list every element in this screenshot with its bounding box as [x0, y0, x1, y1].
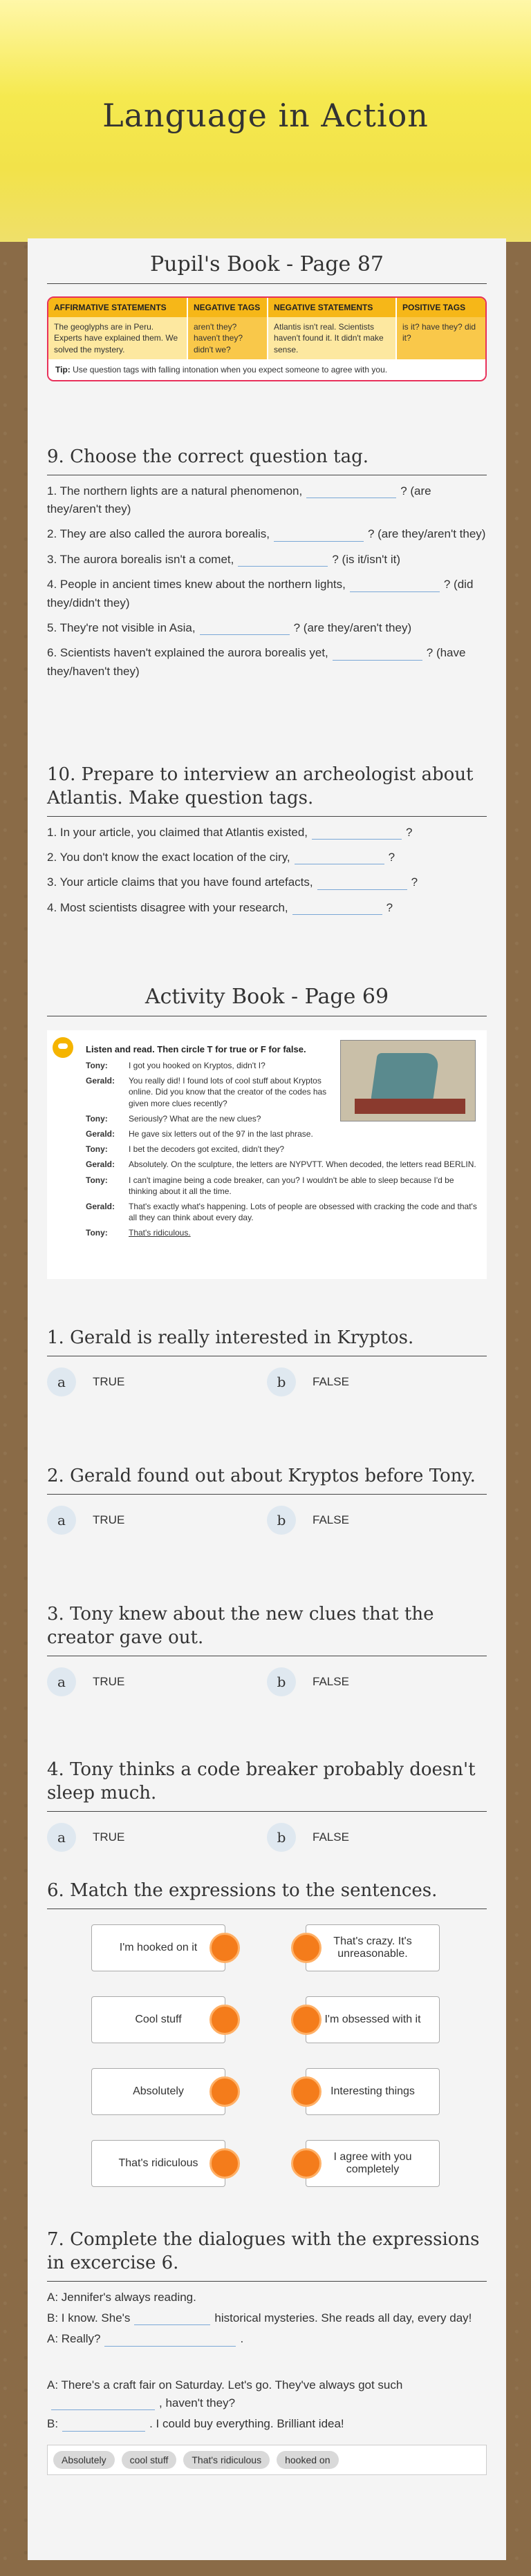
q10-item-end: ?: [388, 850, 395, 864]
q9-item: [47, 551, 487, 569]
q9-item-text: 2. They are also called the aurora borealis,: [47, 527, 270, 541]
header-banner: [0, 0, 531, 242]
connector-dot[interactable]: [291, 2148, 322, 2179]
match-left-item[interactable]: [91, 2068, 225, 2115]
cell-positive-tags: is it? have they? did it?: [395, 317, 485, 359]
q9-item-options: ? (have they/haven't they): [47, 646, 466, 678]
connector-dot[interactable]: [291, 2076, 322, 2107]
drop-blank[interactable]: [51, 2396, 155, 2410]
tf-question-1: [47, 1327, 487, 1396]
option-b-badge: b: [267, 1506, 296, 1535]
answer-blank[interactable]: [292, 901, 382, 915]
line-part: .: [240, 2332, 244, 2346]
q10-item: [47, 873, 487, 891]
match-left-item[interactable]: [91, 1996, 225, 2043]
line-text: He gave six letters out of the 97 in the last phrase.: [129, 1128, 313, 1139]
option-label: FALSE: [313, 1830, 349, 1844]
grammar-table-header: [48, 298, 485, 317]
option-label: TRUE: [93, 1674, 125, 1688]
option-label: FALSE: [313, 1513, 349, 1526]
answer-blank[interactable]: [333, 647, 422, 661]
q9-item: [47, 576, 487, 612]
option-false[interactable]: [267, 1667, 487, 1696]
option-label: FALSE: [313, 1674, 349, 1688]
owl-icon: [53, 1037, 73, 1058]
speaker: Tony:: [86, 1228, 108, 1238]
match-right-item[interactable]: [306, 1924, 440, 1971]
answer-blank[interactable]: [238, 553, 328, 567]
match-left-text: I'm hooked on it: [119, 1941, 198, 1953]
word-chip[interactable]: hooked on: [277, 2451, 338, 2469]
question-10-title: 10. Prepare to interview an archeologist about Atlantis. Make question tags.: [47, 764, 487, 817]
reading-instruction: Listen and read. Then circle T for true or F for false.: [86, 1044, 306, 1054]
match-right-item[interactable]: [306, 2140, 440, 2187]
question-6-title: 6. Match the expressions to the sentences.: [47, 1879, 487, 1909]
line-part: A: There's a craft fair on Saturday. Let's go. They've always got such: [47, 2378, 403, 2392]
q10-item-text: 4. Most scientists disagree with your research,: [47, 900, 288, 914]
question-6-match: [47, 1879, 487, 2208]
question-7: [47, 2228, 487, 2475]
connector-dot[interactable]: [209, 2005, 240, 2035]
q9-item-options: ? (are they/aren't they): [367, 527, 486, 541]
dialogue-line: [86, 1227, 480, 1238]
q10-item: [47, 899, 487, 917]
line-text: That's exactly what's happening. Lots of people are obsessed with cracking the code and that's all they can think about every day.: [129, 1201, 477, 1223]
q9-item: [47, 482, 487, 519]
tf-question-title: 1. Gerald is really interested in Kryptos.: [47, 1327, 487, 1356]
connector-dot[interactable]: [291, 1933, 322, 1963]
word-chip[interactable]: That's ridiculous: [183, 2451, 270, 2469]
option-a-badge: a: [47, 1506, 76, 1535]
match-left-item[interactable]: [91, 2140, 225, 2187]
answer-blank[interactable]: [350, 578, 440, 592]
cell-affirmative: The geoglyphs are in Peru. Experts have explained them. We solved the mystery.: [48, 317, 187, 359]
word-bank: [47, 2445, 487, 2475]
option-a-badge: a: [47, 1667, 76, 1696]
pupils-book-heading: Pupil's Book - Page 87: [47, 252, 487, 284]
reading-passage: [47, 1030, 487, 1279]
option-true[interactable]: [47, 1667, 267, 1696]
tf-question-2: [47, 1465, 487, 1535]
connector-dot[interactable]: [291, 2005, 322, 2035]
line-text: You really did! I found lots of cool stuff about Kryptos online. Did you know that the creator of the codes has given more clues recently?: [129, 1076, 327, 1108]
header-positive-tags: POSITIVE TAGS: [395, 298, 485, 317]
option-true[interactable]: [47, 1823, 267, 1852]
page-title: Language in Action: [102, 97, 429, 134]
match-right-text: Interesting things: [330, 2085, 415, 2097]
match-right-item[interactable]: [306, 1996, 440, 2043]
match-right-text: I agree with you completely: [333, 2150, 412, 2175]
match-left-text: Absolutely: [133, 2085, 184, 2097]
tf-question-4: [47, 1759, 487, 1852]
q10-item: [47, 849, 487, 866]
option-false[interactable]: [267, 1367, 487, 1396]
line-part: . I could buy everything. Brilliant idea!: [149, 2417, 344, 2431]
kryptos-sculpture-image: [340, 1040, 476, 1121]
option-label: TRUE: [93, 1374, 125, 1388]
answer-blank[interactable]: [312, 826, 402, 840]
match-left-text: Cool stuff: [135, 2013, 182, 2025]
answer-blank[interactable]: [306, 484, 396, 498]
option-false[interactable]: [267, 1506, 487, 1535]
word-chip[interactable]: Absolutely: [53, 2451, 115, 2469]
option-a-badge: a: [47, 1367, 76, 1396]
question-7-title: 7. Complete the dialogues with the expressions in excercise 6.: [47, 2228, 487, 2282]
q10-item-end: ?: [411, 875, 418, 889]
line-part: A: Really?: [47, 2332, 101, 2346]
match-right-text: I'm obsessed with it: [324, 2013, 421, 2025]
line-text: Absolutely. On the sculpture, the letters are NYPVTT. When decoded, the letters read BERLIN.: [129, 1159, 476, 1170]
line-text: That's ridiculous.: [129, 1228, 191, 1238]
answer-blank[interactable]: [274, 528, 364, 542]
line-part: B:: [47, 2417, 59, 2431]
dialogue-line: [86, 1201, 480, 1223]
q9-item-text: 6. Scientists haven't explained the aurora borealis yet,: [47, 646, 328, 660]
line-text: Seriously? What are the new clues?: [129, 1113, 261, 1124]
grammar-table-row: [48, 317, 485, 359]
q9-item-text: 4. People in ancient times knew about the northern lights,: [47, 578, 346, 591]
q10-item-text: 3. Your article claims that you have found artefacts,: [47, 875, 313, 889]
speaker: Tony:: [86, 1144, 108, 1155]
q10-item-text: 1. In your article, you claimed that Atlantis existed,: [47, 825, 308, 839]
q9-item-options: ? (are they/aren't they): [293, 621, 412, 634]
tf-options: [47, 1823, 487, 1852]
speaker: Tony:: [86, 1113, 108, 1124]
connector-dot[interactable]: [209, 1933, 240, 1963]
answer-blank[interactable]: [295, 851, 384, 864]
grammar-table: [47, 296, 487, 381]
q10-item-end: ?: [406, 825, 413, 839]
answer-blank[interactable]: [317, 876, 407, 890]
tf-options: [47, 1367, 487, 1396]
q10-item-end: ?: [386, 900, 393, 914]
connector-dot[interactable]: [209, 2076, 240, 2107]
option-true[interactable]: [47, 1506, 267, 1535]
connector-dot[interactable]: [209, 2148, 240, 2179]
line-text: I got you hooked on Kryptos, didn't I?: [129, 1061, 266, 1070]
dialogue-line: A: Jennifer's always reading.: [47, 2290, 196, 2304]
question-9: [47, 446, 487, 681]
q10-item: [47, 824, 487, 842]
header-negative-statements: NEGATIVE STATEMENTS: [267, 298, 395, 317]
option-a-badge: a: [47, 1823, 76, 1852]
tf-question-title: 3. Tony knew about the new clues that the creator gave out.: [47, 1603, 487, 1656]
speaker: Gerald:: [86, 1076, 115, 1086]
dialogue-line: [47, 2415, 487, 2433]
option-true[interactable]: [47, 1367, 267, 1396]
dialogue-line: [47, 2376, 487, 2413]
option-label: TRUE: [93, 1830, 125, 1844]
line-part: B: I know. She's: [47, 2311, 131, 2324]
question-10: [47, 764, 487, 917]
q9-item: [47, 525, 487, 543]
dialogue-line: [86, 1159, 480, 1170]
tf-options: [47, 1506, 487, 1535]
line-text: I can't imagine being a code breaker, can you? I wouldn't be able to sleep because I'd be thinking about it all the time.: [129, 1175, 454, 1196]
dialogue-line: [86, 1144, 480, 1155]
speaker: Gerald:: [86, 1128, 115, 1139]
option-b-badge: b: [267, 1667, 296, 1696]
answer-blank[interactable]: [200, 621, 290, 635]
q9-item-options: ? (is it/isn't it): [332, 552, 401, 566]
line-part: historical mysteries. She reads all day, every day!: [214, 2311, 472, 2324]
pupils-book-section: [47, 252, 487, 381]
activity-book-heading: Activity Book - Page 69: [47, 985, 487, 1016]
speaker: Tony:: [86, 1061, 108, 1070]
header-affirmative: AFFIRMATIVE STATEMENTS: [48, 298, 187, 317]
word-chip[interactable]: cool stuff: [122, 2451, 177, 2469]
match-left-text: That's ridiculous: [118, 2157, 198, 2169]
cell-negative-tags: aren't they? haven't they? didn't we?: [187, 317, 267, 359]
speaker: Tony:: [86, 1175, 108, 1185]
tip-text: Use question tags with falling intonation when you expect someone to agree with you.: [73, 364, 388, 375]
question-9-title: 9. Choose the correct question tag.: [47, 446, 487, 475]
line-text: I bet the decoders got excited, didn't they?: [129, 1144, 285, 1155]
drop-blank[interactable]: [62, 2418, 145, 2432]
speaker: Gerald:: [86, 1201, 115, 1211]
tip-label: Tip:: [55, 364, 71, 375]
dialogue-line: [86, 1128, 480, 1139]
option-label: TRUE: [93, 1513, 125, 1526]
q9-item-options: ? (are they/aren't they): [47, 484, 431, 516]
q9-item-text: 1. The northern lights are a natural phenomenon,: [47, 484, 303, 498]
drop-blank[interactable]: [104, 2333, 236, 2347]
tf-question-title: 4. Tony thinks a code breaker probably doesn't sleep much.: [47, 1759, 487, 1812]
speaker: Gerald:: [86, 1159, 115, 1170]
q9-item-options: ? (did they/didn't they): [47, 578, 474, 609]
dialogue-line: [86, 1175, 480, 1197]
worksheet: [28, 238, 506, 2560]
tf-question-title: 2. Gerald found out about Kryptos before Tony.: [47, 1465, 487, 1495]
tf-options: [47, 1667, 487, 1696]
drop-blank[interactable]: [134, 2311, 210, 2325]
q9-item-text: 5. They're not visible in Asia,: [47, 621, 196, 634]
line-part: , haven't they?: [159, 2396, 236, 2409]
activity-book-section: [47, 985, 487, 1279]
q9-item: [47, 619, 487, 637]
option-b-badge: b: [267, 1367, 296, 1396]
option-label: FALSE: [313, 1374, 349, 1388]
match-right-item[interactable]: [306, 2068, 440, 2115]
tf-question-3: [47, 1603, 487, 1696]
grammar-tip: [48, 359, 485, 380]
cell-negative-statements: Atlantis isn't real. Scientists haven't found it. It didn't make sense.: [267, 317, 395, 359]
q10-item-text: 2. You don't know the exact location of the ciry,: [47, 850, 290, 864]
q9-item-text: 3. The aurora borealis isn't a comet,: [47, 552, 234, 566]
match-right-text: That's crazy. It's unreasonable.: [333, 1935, 412, 1960]
option-false[interactable]: [267, 1823, 487, 1852]
q9-item: [47, 644, 487, 681]
header-negative-tags: NEGATIVE TAGS: [187, 298, 267, 317]
option-b-badge: b: [267, 1823, 296, 1852]
matching-area: [47, 1924, 487, 2208]
dialogue-line: [47, 2330, 487, 2348]
dialogue-line: [47, 2309, 487, 2327]
match-left-item[interactable]: [91, 1924, 225, 1971]
